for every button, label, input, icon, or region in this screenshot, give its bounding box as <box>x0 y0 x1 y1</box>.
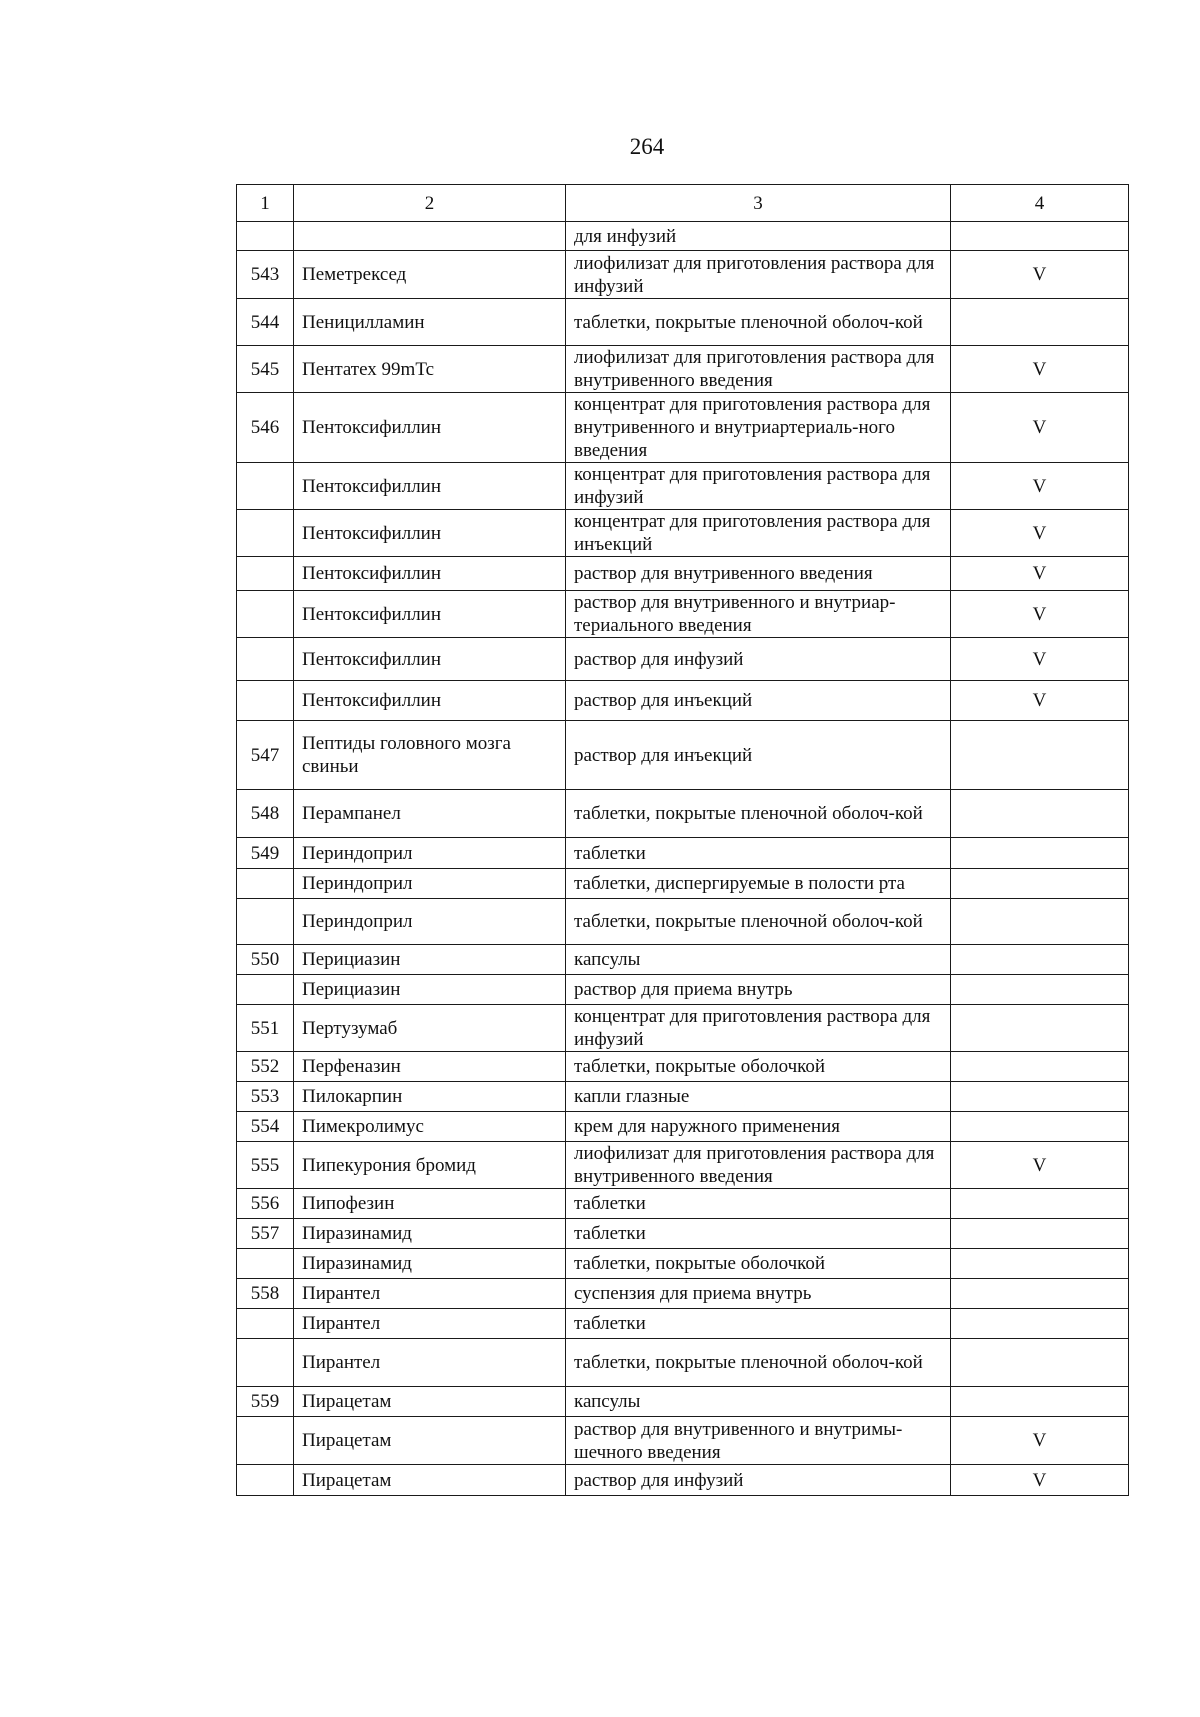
row-number-cell: 552 <box>237 1052 294 1082</box>
vital-mark-cell <box>951 899 1129 945</box>
table-row <box>237 1142 1129 1189</box>
table-row <box>237 1249 1129 1279</box>
drug-name-cell: Пипофезин <box>294 1189 566 1219</box>
drug-name-cell: Перициазин <box>294 975 566 1005</box>
dosage-form-cell: таблетки, диспергируемые в полости рта <box>566 869 951 899</box>
drug-name-cell: Пирантел <box>294 1279 566 1309</box>
dosage-form-cell: таблетки, покрытые оболочкой <box>566 1052 951 1082</box>
vital-mark-cell <box>951 1309 1129 1339</box>
row-number-cell <box>237 869 294 899</box>
drug-name-cell: Периндоприл <box>294 838 566 869</box>
drug-name-cell: Пептиды головного мозга свиньи <box>294 721 566 790</box>
header-col-2: 2 <box>294 185 566 222</box>
vital-mark-cell <box>951 1189 1129 1219</box>
drug-name-cell: Пирантел <box>294 1309 566 1339</box>
vital-mark-cell: V <box>951 681 1129 721</box>
table-row <box>237 899 1129 945</box>
row-number-cell: 546 <box>237 393 294 463</box>
drug-name-cell: Пентоксифиллин <box>294 557 566 591</box>
row-number-cell <box>237 975 294 1005</box>
row-number-cell: 550 <box>237 945 294 975</box>
vital-mark-cell <box>951 945 1129 975</box>
drug-name-cell: Пирацетам <box>294 1417 566 1465</box>
vital-mark-cell <box>951 1005 1129 1052</box>
table-row <box>237 222 1129 251</box>
vital-mark-cell <box>951 790 1129 838</box>
vital-mark-cell: V <box>951 251 1129 299</box>
dosage-form-cell: капсулы <box>566 1387 951 1417</box>
dosage-form-cell: лиофилизат для приготовления раствора для внутривенного введения <box>566 1142 951 1189</box>
dosage-form-cell: таблетки, покрытые оболочкой <box>566 1249 951 1279</box>
dosage-form-cell: таблетки <box>566 838 951 869</box>
dosage-form-cell: таблетки <box>566 1219 951 1249</box>
vital-mark-cell: V <box>951 1417 1129 1465</box>
dosage-form-cell: концентрат для приготовления раствора для инфузий <box>566 1005 951 1052</box>
vital-mark-cell <box>951 1249 1129 1279</box>
row-number-cell <box>237 557 294 591</box>
table-row <box>237 1219 1129 1249</box>
drug-name-cell: Пентоксифиллин <box>294 681 566 721</box>
drug-name-cell: Пентоксифиллин <box>294 591 566 638</box>
row-number-cell: 556 <box>237 1189 294 1219</box>
vital-mark-cell <box>951 1279 1129 1309</box>
dosage-form-cell: таблетки <box>566 1309 951 1339</box>
dosage-form-cell: раствор для внутривенного и внутримы-шечного введения <box>566 1417 951 1465</box>
table-row <box>237 591 1129 638</box>
row-number-cell: 551 <box>237 1005 294 1052</box>
dosage-form-cell: таблетки, покрытые пленочной оболоч-кой <box>566 1339 951 1387</box>
vital-mark-cell <box>951 1112 1129 1142</box>
header-col-4: 4 <box>951 185 1129 222</box>
table-row <box>237 721 1129 790</box>
drug-table <box>236 184 1129 1496</box>
header-col-1: 1 <box>237 185 294 222</box>
vital-mark-cell <box>951 1082 1129 1112</box>
vital-mark-cell <box>951 1219 1129 1249</box>
drug-name-cell: Пентатех 99mTc <box>294 346 566 393</box>
table-row <box>237 1005 1129 1052</box>
table-row <box>237 1309 1129 1339</box>
row-number-cell <box>237 463 294 510</box>
row-number-cell: 545 <box>237 346 294 393</box>
header-col-3: 3 <box>566 185 951 222</box>
dosage-form-cell: концентрат для приготовления раствора для внутривенного и внутриартериаль-ного введения <box>566 393 951 463</box>
drug-name-cell: Пентоксифиллин <box>294 463 566 510</box>
drug-name-cell: Пентоксифиллин <box>294 638 566 681</box>
dosage-form-cell: раствор для инъекций <box>566 721 951 790</box>
row-number-cell <box>237 510 294 557</box>
dosage-form-cell: суспензия для приема внутрь <box>566 1279 951 1309</box>
drug-name-cell: Пертузумаб <box>294 1005 566 1052</box>
row-number-cell <box>237 1249 294 1279</box>
table-row <box>237 1417 1129 1465</box>
row-number-cell <box>237 1309 294 1339</box>
vital-mark-cell <box>951 222 1129 251</box>
vital-mark-cell <box>951 721 1129 790</box>
drug-name-cell: Пентоксифиллин <box>294 393 566 463</box>
drug-name-cell: Периндоприл <box>294 899 566 945</box>
row-number-cell <box>237 1339 294 1387</box>
table-row <box>237 638 1129 681</box>
dosage-form-cell: для инфузий <box>566 222 951 251</box>
table-row <box>237 299 1129 346</box>
dosage-form-cell: таблетки, покрытые пленочной оболоч-кой <box>566 899 951 945</box>
drug-name-cell <box>294 222 566 251</box>
dosage-form-cell: раствор для инфузий <box>566 638 951 681</box>
table-row <box>237 1052 1129 1082</box>
dosage-form-cell: раствор для внутривенного введения <box>566 557 951 591</box>
table-row <box>237 945 1129 975</box>
table-row <box>237 557 1129 591</box>
drug-name-cell: Пеницилламин <box>294 299 566 346</box>
dosage-form-cell: таблетки <box>566 1189 951 1219</box>
table-row <box>237 681 1129 721</box>
page-number: 264 <box>629 134 665 159</box>
dosage-form-cell: лиофилизат для приготовления раствора для инфузий <box>566 251 951 299</box>
drug-name-cell: Пирацетам <box>294 1387 566 1417</box>
table-row <box>237 1189 1129 1219</box>
row-number-cell <box>237 638 294 681</box>
drug-name-cell: Периндоприл <box>294 869 566 899</box>
vital-mark-cell: V <box>951 463 1129 510</box>
dosage-form-cell: капсулы <box>566 945 951 975</box>
row-number-cell <box>237 681 294 721</box>
drug-name-cell: Пиразинамид <box>294 1249 566 1279</box>
row-number-cell: 555 <box>237 1142 294 1189</box>
drug-name-cell: Пеметрексед <box>294 251 566 299</box>
dosage-form-cell: таблетки, покрытые пленочной оболоч-кой <box>566 790 951 838</box>
drug-name-cell: Пимекролимус <box>294 1112 566 1142</box>
row-number-cell <box>237 222 294 251</box>
table-row <box>237 1339 1129 1387</box>
table-header-row <box>237 185 1129 222</box>
table-row <box>237 869 1129 899</box>
table-row <box>237 1082 1129 1112</box>
dosage-form-cell: раствор для инфузий <box>566 1465 951 1496</box>
row-number-cell: 553 <box>237 1082 294 1112</box>
drug-name-cell: Пирантел <box>294 1339 566 1387</box>
drug-name-cell: Пипекурония бромид <box>294 1142 566 1189</box>
vital-mark-cell <box>951 838 1129 869</box>
row-number-cell: 558 <box>237 1279 294 1309</box>
table-row <box>237 1387 1129 1417</box>
row-number-cell <box>237 591 294 638</box>
vital-mark-cell: V <box>951 638 1129 681</box>
drug-name-cell: Перициазин <box>294 945 566 975</box>
row-number-cell: 549 <box>237 838 294 869</box>
drug-name-cell: Пентоксифиллин <box>294 510 566 557</box>
dosage-form-cell: концентрат для приготовления раствора для инъекций <box>566 510 951 557</box>
dosage-form-cell: раствор для инъекций <box>566 681 951 721</box>
drug-name-cell: Пирацетам <box>294 1465 566 1496</box>
drug-name-cell: Пилокарпин <box>294 1082 566 1112</box>
vital-mark-cell: V <box>951 1465 1129 1496</box>
row-number-cell: 554 <box>237 1112 294 1142</box>
vital-mark-cell <box>951 1052 1129 1082</box>
row-number-cell <box>237 1465 294 1496</box>
row-number-cell: 543 <box>237 251 294 299</box>
table-row <box>237 790 1129 838</box>
vital-mark-cell <box>951 869 1129 899</box>
vital-mark-cell <box>951 299 1129 346</box>
drug-name-cell: Перампанел <box>294 790 566 838</box>
dosage-form-cell: таблетки, покрытые пленочной оболоч-кой <box>566 299 951 346</box>
dosage-form-cell: раствор для внутривенного и внутриар-териального введения <box>566 591 951 638</box>
vital-mark-cell: V <box>951 393 1129 463</box>
table-row <box>237 838 1129 869</box>
table-row <box>237 1465 1129 1496</box>
vital-mark-cell: V <box>951 1142 1129 1189</box>
table-row <box>237 1112 1129 1142</box>
table-row <box>237 251 1129 299</box>
table-row <box>237 463 1129 510</box>
table-row <box>237 346 1129 393</box>
vital-mark-cell: V <box>951 591 1129 638</box>
dosage-form-cell: раствор для приема внутрь <box>566 975 951 1005</box>
row-number-cell <box>237 899 294 945</box>
dosage-form-cell: капли глазные <box>566 1082 951 1112</box>
row-number-cell: 548 <box>237 790 294 838</box>
dosage-form-cell: крем для наружного применения <box>566 1112 951 1142</box>
table-body <box>237 222 1129 1496</box>
table-row <box>237 510 1129 557</box>
drug-name-cell: Пиразинамид <box>294 1219 566 1249</box>
row-number-cell: 559 <box>237 1387 294 1417</box>
dosage-form-cell: лиофилизат для приготовления раствора для внутривенного введения <box>566 346 951 393</box>
drug-name-cell: Перфеназин <box>294 1052 566 1082</box>
row-number-cell: 547 <box>237 721 294 790</box>
table-row <box>237 975 1129 1005</box>
vital-mark-cell: V <box>951 557 1129 591</box>
vital-mark-cell <box>951 1387 1129 1417</box>
row-number-cell: 557 <box>237 1219 294 1249</box>
row-number-cell <box>237 1417 294 1465</box>
dosage-form-cell: концентрат для приготовления раствора для инфузий <box>566 463 951 510</box>
vital-mark-cell <box>951 975 1129 1005</box>
table-row <box>237 1279 1129 1309</box>
row-number-cell: 544 <box>237 299 294 346</box>
vital-mark-cell <box>951 1339 1129 1387</box>
vital-mark-cell: V <box>951 510 1129 557</box>
vital-mark-cell: V <box>951 346 1129 393</box>
table-row <box>237 393 1129 463</box>
